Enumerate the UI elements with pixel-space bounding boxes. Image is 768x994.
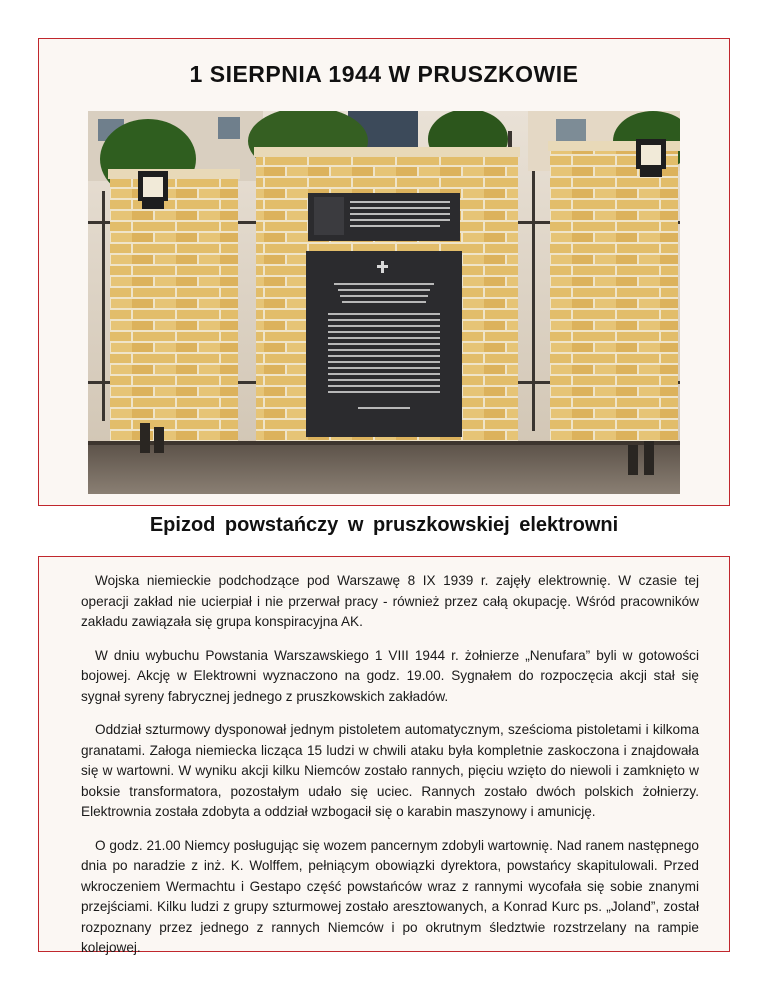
article-paragraph-4: O godz. 21.00 Niemcy posługując się wozem pancernym zdobyli wartownię. Nad ranem następnego dnia po naradzie z inż. K. Wolffem, pełniącym obowiązki dyrektora, powstańcy skapitulowali. Przed wkroczeniem Wermachtu i Gestapo część powstańców wraz z rannymi wycofała się sobie znanymi przejściami. Kilku ludzi z grupy szturmowej zostało aresztowanych, a Konrad Kurc ps. „Joland”, został rozpoznany przez jednego z rannych Niemców i po okrutnym śledztwie rozstrzelany na rampie kolejowej. xyxy=(81,837,699,955)
article-paragraph-2: W dniu wybuchu Powstania Warszawskiego 1 VIII 1944 r. żołnierze „Nenufara” byli w gotowości bojowej. Akcję w Elektrowni wyznaczono na godz. 19.00. Sygnałem do rozpoczęcia akcji stał się sygnał syreny fabrycznej jednego z pruszkowskich zakładów. xyxy=(81,647,699,704)
article-frame xyxy=(38,556,730,955)
article-paragraph-1: Wojska niemieckie podchodzące pod Warszawę 8 IX 1939 r. zajęły elektrownię. W czasie tej operacji zakład nie ucierpiał i nie przerwał pracy - również przez całą okupację. Wśród pracowników zakładu zawiązała się grupa konspiracyjna AK. xyxy=(81,573,699,629)
article-paragraph-3: Oddział szturmowy dysponował jednym pistoletem automatycznym, sześcioma pistoletami i kilkoma granatami. Załoga niemiecka licząca 15 ludzi w chwili ataku była kompletnie zaskoczona i znajdowała się w wartowni. W wyniku akcji kilku Niemców zostało rannych, pięciu wzięto do niewoli i zamknięto w boksie transformatora, pozostałym udało się uciec. Rannych zostało dwóch polskich żołnierzy. Elektrownia została zdobyta a oddział wzbogacił się o karabin maszynowy i amunicję. xyxy=(81,722,699,819)
memorial-photo xyxy=(88,111,680,494)
title-frame xyxy=(38,38,730,506)
page-title: 1 SIERPNIA 1944 W PRUSZKOWIE xyxy=(189,61,579,87)
memorial-photo-icon xyxy=(88,111,680,494)
section-heading: Epizod powstańczy w pruszkowskiej elektrowni xyxy=(149,514,619,536)
